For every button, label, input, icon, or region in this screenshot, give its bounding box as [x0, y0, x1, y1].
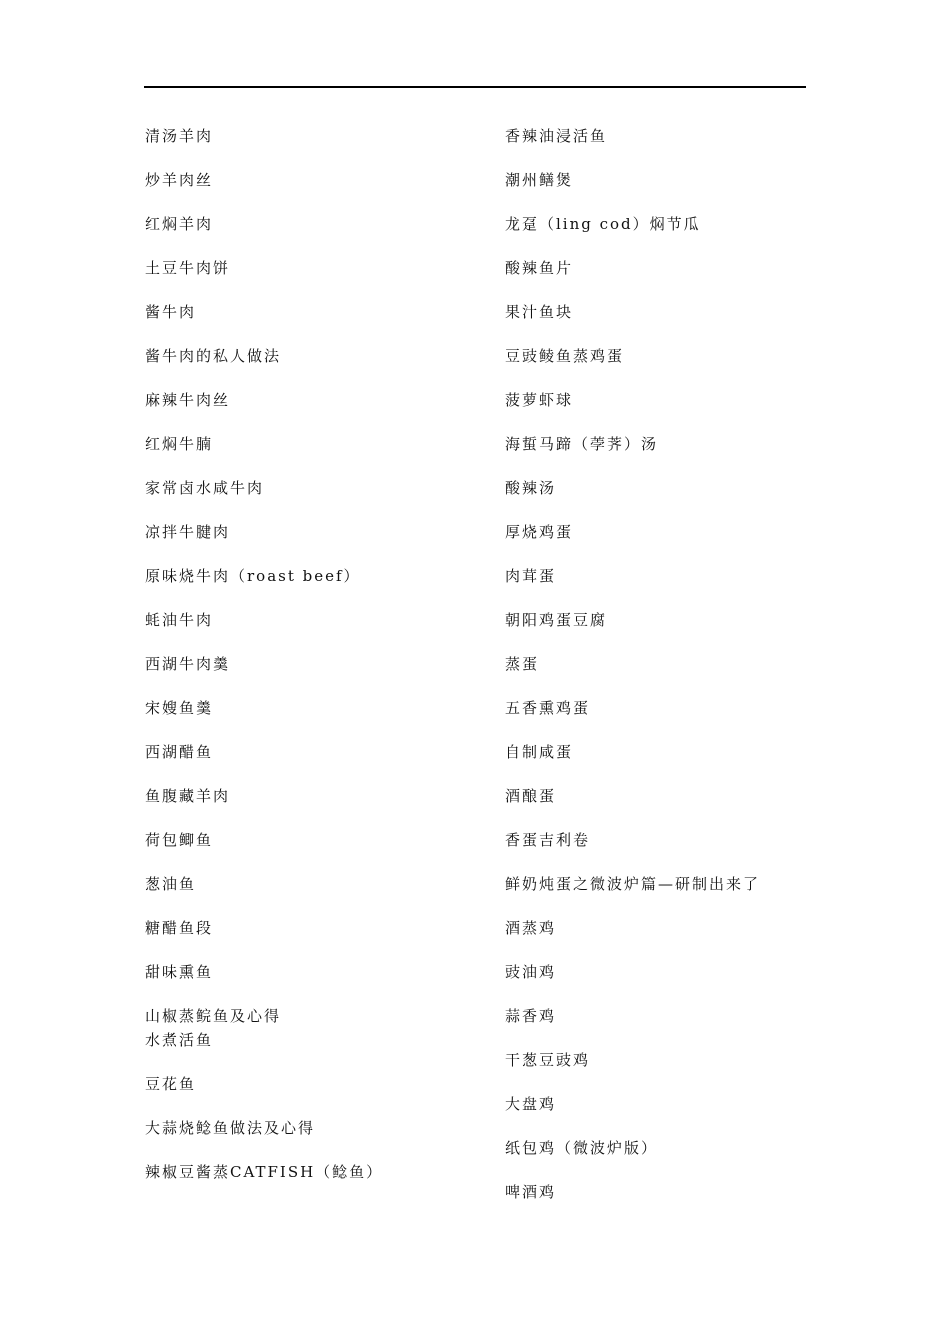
recipe-item: 酸辣鱼片: [505, 259, 574, 277]
recipe-item: 干葱豆豉鸡: [505, 1051, 591, 1069]
recipe-item: 啤酒鸡: [505, 1183, 557, 1201]
recipe-item: 红焖羊肉: [145, 215, 214, 233]
recipe-item: 清汤羊肉: [145, 127, 214, 145]
recipe-item: 自制咸蛋: [505, 743, 574, 761]
recipe-item: 鲜奶炖蛋之微波炉篇—研制出来了: [505, 875, 761, 893]
recipe-item: 香辣油浸活鱼: [505, 127, 608, 145]
recipe-item: 大盘鸡: [505, 1095, 557, 1113]
recipe-item: 葱油鱼: [145, 875, 197, 893]
recipe-item: 豆豉鲮鱼蒸鸡蛋: [505, 347, 625, 365]
recipe-item: 厚烧鸡蛋: [505, 523, 574, 541]
recipe-item: 西湖醋鱼: [145, 743, 214, 761]
recipe-item: 炒羊肉丝: [145, 171, 214, 189]
recipe-item: 蚝油牛肉: [145, 611, 214, 629]
recipe-item: 酒蒸鸡: [505, 919, 557, 937]
recipe-item: 红焖牛腩: [145, 435, 214, 453]
recipe-item: 龙趸（ling cod）焖节瓜: [505, 215, 701, 233]
recipe-item: 凉拌牛腱肉: [145, 523, 231, 541]
recipe-item: 五香熏鸡蛋: [505, 699, 591, 717]
recipe-item: 菠萝虾球: [505, 391, 574, 409]
recipe-item: 朝阳鸡蛋豆腐: [505, 611, 608, 629]
recipe-item: 辣椒豆酱蒸CATFISH（鲶鱼）: [145, 1163, 384, 1181]
recipe-item: 大蒜烧鲶鱼做法及心得: [145, 1119, 316, 1137]
recipe-item: 香蛋吉利卷: [505, 831, 591, 849]
recipe-item: 海蜇马蹄（荸荠）汤: [505, 435, 659, 453]
recipe-item: 鱼腹藏羊肉: [145, 787, 231, 805]
recipe-item: 蒜香鸡: [505, 1007, 557, 1025]
recipe-item: 荷包鲫鱼: [145, 831, 214, 849]
recipe-item: 酸辣汤: [505, 479, 557, 497]
recipe-item: 豉油鸡: [505, 963, 557, 981]
recipe-item: 酒酿蛋: [505, 787, 557, 805]
recipe-item: 土豆牛肉饼: [145, 259, 231, 277]
recipe-item: 酱牛肉: [145, 303, 197, 321]
recipe-item: 糖醋鱼段: [145, 919, 214, 937]
recipe-item: 西湖牛肉羹: [145, 655, 231, 673]
header-rule: [144, 86, 806, 88]
recipe-item: 蒸蛋: [505, 655, 540, 673]
recipe-item: 纸包鸡（微波炉版）: [505, 1139, 659, 1157]
recipe-item: 肉茸蛋: [505, 567, 557, 585]
recipe-item: 豆花鱼: [145, 1075, 197, 1093]
recipe-item: 原味烧牛肉（roast beef）: [145, 567, 361, 585]
recipe-item: 家常卤水咸牛肉: [145, 479, 265, 497]
recipe-item: 山椒蒸鲩鱼及心得: [145, 1007, 282, 1025]
recipe-item: 酱牛肉的私人做法: [145, 347, 282, 365]
recipe-item: 水煮活鱼: [145, 1031, 214, 1049]
recipe-list-right: [505, 124, 805, 1224]
recipe-item: 宋嫂鱼羹: [145, 699, 214, 717]
recipe-list-left: [145, 124, 485, 1204]
recipe-item: 果汁鱼块: [505, 303, 574, 321]
recipe-item: 甜味熏鱼: [145, 963, 214, 981]
recipe-item: 麻辣牛肉丝: [145, 391, 231, 409]
recipe-item: 潮州鳝煲: [505, 171, 574, 189]
